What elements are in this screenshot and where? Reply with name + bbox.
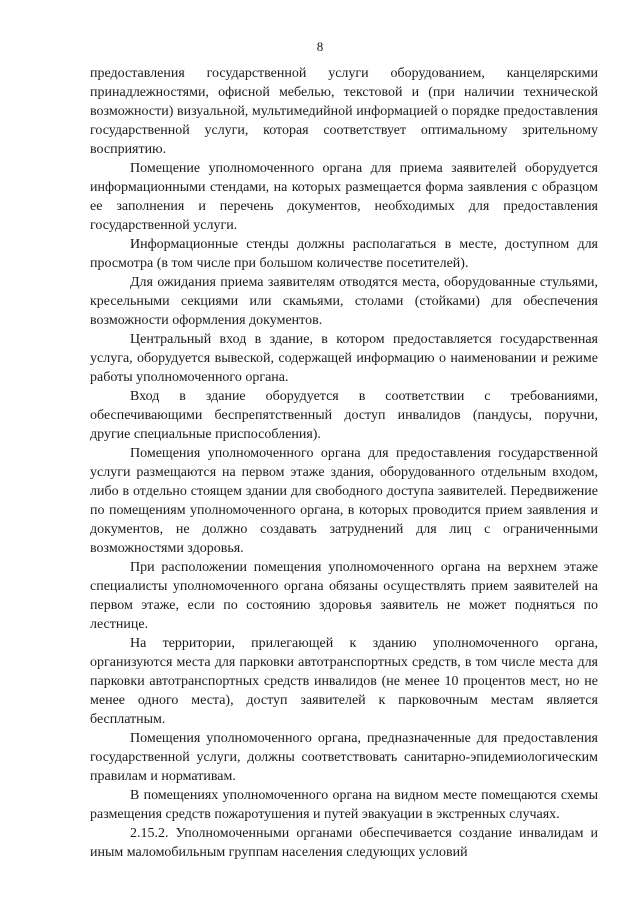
paragraph-continuation: предоставления государственной услуги оборудованием, канцелярскими принадлежностями, офисной мебелью, текстовой и (при наличии технической возможности) визуальной, мультимедийной информацией о порядке предоставления государственной услуги, которая соответствует оптимальному зрительному восприятию. bbox=[90, 66, 598, 157]
document-body bbox=[90, 64, 598, 862]
page-number: 8 bbox=[316, 39, 324, 54]
paragraph-entrance-accessibility: Вход в здание оборудуется в соответствии с требованиями, обеспечивающими беспрепятственный доступ инвалидов (пандусы, поручни, другие специальные приспособления). bbox=[90, 389, 598, 442]
paragraph-stands-location: Информационные стенды должны располагаться в месте, доступном для просмотра (в том числе при большом количестве посетителей). bbox=[90, 237, 598, 271]
paragraph-information-stands: Помещение уполномоченного органа для приема заявителей оборудуется информационными стендами, на которых размещается форма заявления с образцом ее заполнения и перечень документов, необходимых для предоставления государственной услуги. bbox=[90, 161, 598, 233]
paragraph-parking: На территории, прилегающей к зданию уполномоченного органа, организуются места для парковки автотранспортных средств, в том числе места для парковки автотранспортных средств инвалидов (не менее 10 процентов мест, но не менее одного места), доступ заявителей к парковочным местам является бесплатным. bbox=[90, 636, 598, 727]
paragraph-sanitary-rules: Помещения уполномоченного органа, предназначенные для предоставления государственной услуги, должны соответствовать санитарно-эпидемиологическим правилам и нормативам. bbox=[90, 731, 598, 784]
paragraph-upper-floor: При расположении помещения уполномоченного органа на верхнем этаже специалисты уполномоченного органа обязаны осуществлять прием заявителей на первом этаже, если по состоянию здоровья заявитель не может подняться по лестнице. bbox=[90, 560, 598, 632]
paragraph-premises-first-floor: Помещения уполномоченного органа для предоставления государственной услуги размещаются на первом этаже здания, оборудованного отдельным входом, либо в отдельно стоящем здании для свободного доступа заявителей. Передвижение по помещениям уполномоченного органа, в которых проводится прием заявления и документов, не должно создавать затруднений для лиц с ограниченными возможностями здоровья. bbox=[90, 446, 598, 556]
paragraph-evacuation-schemes: В помещениях уполномоченного органа на видном месте помещаются схемы размещения средств пожаротушения и путей эвакуации в экстренных случаях. bbox=[90, 788, 598, 822]
paragraph-central-entrance: Центральный вход в здание, в котором предоставляется государственная услуга, оборудуется вывеской, содержащей информацию о наименовании и режиме работы уполномоченного органа. bbox=[90, 332, 598, 385]
paragraph-waiting-places: Для ожидания приема заявителям отводятся места, оборудованные стульями, кресельными секциями или скамьями, столами (стойками) для обеспечения возможности оформления документов. bbox=[90, 275, 598, 328]
paragraph-section-2-15-2: 2.15.2. Уполномоченными органами обеспечивается создание инвалидам и иным маломобильным группам населения следующих условий bbox=[90, 826, 598, 860]
